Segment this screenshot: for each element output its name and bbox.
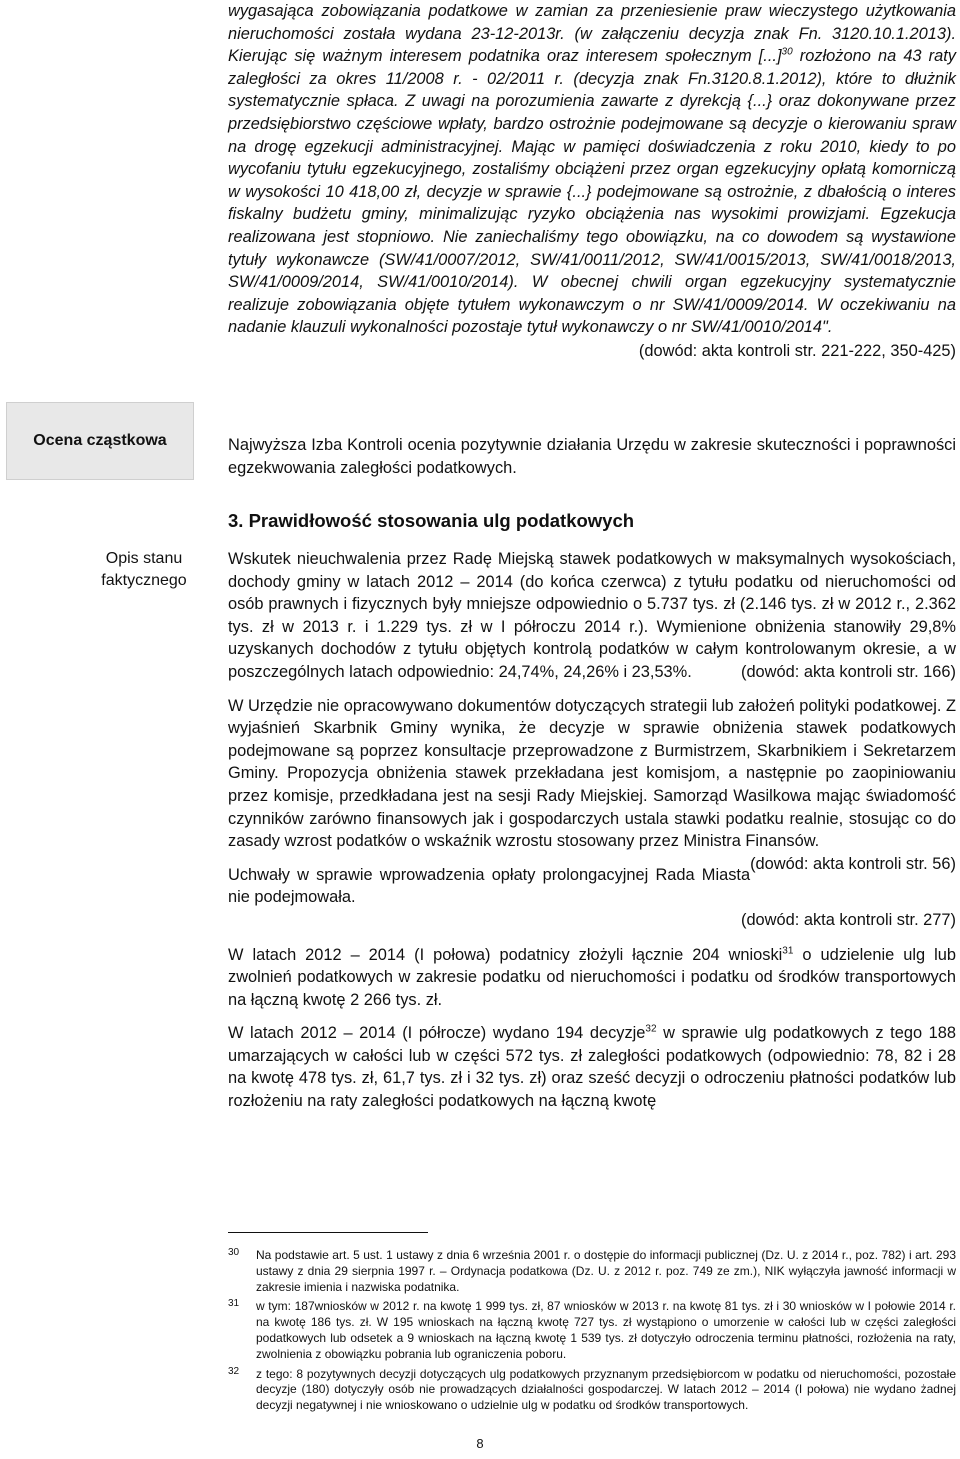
footnote-30 <box>228 1248 956 1295</box>
state-description-sidebar-label: Opis stanu faktycznego <box>101 550 187 589</box>
assessment-sidebar-label <box>6 402 194 480</box>
footnote-31 <box>228 1299 956 1362</box>
footnote-number: 31 <box>228 1298 240 1310</box>
tax-rate-evidence: (dowód: akta kontroli str. 166) <box>740 662 956 681</box>
enforcement-evidence: (dowód: akta kontroli str. 221-222, 350-425) <box>638 341 956 360</box>
section-content <box>228 548 956 1113</box>
footnote-ref-32: 32 <box>645 1023 657 1035</box>
footnote-32 <box>228 1367 956 1414</box>
decisions-text-b: w sprawie ulg podatkowych z tego 188 umarzających w całości lub w części 572 tys. zł zaległości podatkowych (odpowiednio: 78, 82 i 28 na kwotę 478 tys. zł, 61,7 tys. zł i 32 tys. zł) oraz sześć decyzji o odroczeniu płatności podatków lub rozłożeniu na raty zaległości podatkowych na łączną kwotę <box>228 1024 956 1111</box>
decisions-paragraph <box>228 1022 956 1112</box>
footnote-ref-31: 31 <box>782 945 794 957</box>
tax-rate-text: Wskutek nieuchwalenia przez Radę Miejską stawek podatkowych w maksymalnych wysokościach, dochody gminy w latach 2012 – 2014 (do końca czerwca) z tytułu podatku od nieruchomości od osób prawnych i fizycznych były mniejsze odpowiednio o 5.737 tys. zł (2.146 tys. zł w 2012 r., 2.362 tys. zł w 2013 r. i 1.229 tys. zł w I półroczu 2014 r.). Wymienione obniżenia stanowiły 29,8% uzyskanych dochodów z tytułu objętych kontrolą podatków w całym kontrolowanym okresie, a w poszczególnych latach odpowiednio: 24,74%, 24,26% i 23,53%. <box>228 550 956 681</box>
decisions-text-a: W latach 2012 – 2014 (I półrocze) wydano 194 decyzje <box>228 1024 646 1043</box>
footnote-separator <box>228 1232 428 1233</box>
tax-policy-paragraph <box>228 695 956 873</box>
footnote-text: w tym: 187wniosków w 2012 r. na kwotę 1 999 tys. zł, 87 wniosków w 2013 r. na kwotę 81 tys. zł i 30 wniosków w I połowie 2014 r. na kwotę 186 tys. zł. W 195 wnioskach na łączną kwotę 727 tys. zł wystąpiono o umorzenie w całości lub w części zaległości podatkowych lub odsetek a 9 wnioskach na łączną kwotę 1 539 tys. zł dotyczyło odroczenia terminu płatności, rozłożenia na raty, zwolnienia z obowiązku pobrania lub ograniczenia poboru. <box>256 1299 956 1361</box>
footnotes <box>228 1248 956 1418</box>
footnote-ref-30: 30 <box>781 46 793 58</box>
applications-text-b: o udzielenie ulg lub zwolnień podatkowych w zakresie podatku od nieruchomości i podatku od środków transportowych na łączną kwotę 2 266 tys. zł. <box>228 945 956 1009</box>
assessment-label-text: Ocena cząstkowa <box>33 432 167 449</box>
assessment-text: Najwyższa Izba Kontroli ocenia pozytywnie działania Urzędu w zakresie skuteczności i poprawności egzekwowania zaległości podatkowych. <box>228 436 956 477</box>
enforcement-paragraph <box>228 0 956 339</box>
prolongation-paragraph: Uchwały w sprawie wprowadzenia opłaty prolongacyjnej Rada Miasta nie podejmowała. <box>228 865 751 907</box>
footnote-text: z tego: 8 pozytywnych decyzji dotyczących ulg podatkowych przyznanym przedsiębiorcom w podatku od nieruchomości, pozostałe decyzje (180) dotyczyły osób nie prowadzących działalności gospodarczej. W latach 2012 – 2014 (I połowa) nie wydano żadnej decyzji negatywnej i nie wnioskowano o udzielnie ulg w podatku od środków transportowych. <box>256 1366 956 1413</box>
prolongation-evidence: (dowód: akta kontroli str. 277) <box>740 910 956 929</box>
page-number: 8 <box>476 1436 484 1451</box>
footnote-text: Na podstawie art. 5 ust. 1 ustawy z dnia 6 września 2001 r. o dostępie do informacji publicznej (Dz. U. z 2014 r., poz. 782) i art. 293 ustawy z dnia 29 sierpnia 1997 r. – Ordynacja podatkowa (Dz. U. z 2012 r. poz. 749 ze zm.), NIK wyłączyła jawność informacji w zakresie imienia i nazwiska podatnika. <box>256 1248 956 1294</box>
tax-policy-text: W Urzędzie nie opracowywano dokumentów dotyczących strategii lub założeń polityki podatkowej. Z wyjaśnień Skarbnik Gminy wynika, że decyzje w sprawie obniżenia stawek podatkowych podejmowane są poprzez konsultacje przeprowadzone z Burmistrzem, Skarbnikiem i Sekretarzem Gminy. Propozycja obniżenia stawek przekładana jest komisjom, a następnie po zaopiniowaniu przez komisje, przedkładana jest na sesji Rady Miejskiej. Samorząd Wasilkowa mając świadomość czynników zarówno finansowych jak i gospodarczych ustala stawki podatku realnie, stosując co do zasady wzrost podatków o wskaźnik wzrostu stosowany przez Ministra Finansów. <box>228 696 956 851</box>
top-content <box>228 0 956 363</box>
assessment-block <box>228 434 956 479</box>
footnote-number: 32 <box>228 1365 240 1377</box>
enforcement-text-b: rozłożono na 43 raty zaległości za okres 11/2008 r. - 02/2011 r. (decyzja znak Fn.3120.8.1.2012), które to dłużnik systematycznie spłaca. Z uwagi na porozumienia zawarte z dyrekcją {...} oraz dokonywane przez przedsiębiorstwo częściowe wpłaty, bardzo ostrożnie podejmowane są decyzje o kierowaniu spraw na drogę egzekucji administracyjnej. Mając w pamięci doświadczenia z roku 2010, kiedy to po wycofaniu tytułu egzekucyjnego, zostaliśmy obciążeni przez organ egzekucyjny opłatą komorniczą w wysokości 10 418,00 zł, decyzje w sprawie {...} podejmowane są ostrożnie, z dbałością o interes fiskalny budżetu gminy, minimalizując ryzyko obciążenia nas wysokimi prowizjami. Egzekucja realizowana jest stopniowo. Nie zaniechaliśmy tego obowiązku, na co dowodem są wystawione tytuły wykonawcze (SW/41/0007/2012, SW/41/0011/2012, SW/41/0015/2013, SW/41/0018/2013, SW/41/0009/2014, SW/41/0010/2014). W obecnej chwili organ egzekucyjny systematycznie realizuje zobowiązania objęte tytułem wykonawczym o nr SW/41/0009/2014. W oczekiwaniu na nadanie klauzuli wykonalności pozostaje tytuł wykonawczy o nr SW/41/0010/2014". <box>228 47 957 337</box>
footnote-number: 30 <box>228 1247 240 1258</box>
tax-rate-paragraph <box>228 548 956 684</box>
applications-paragraph <box>228 944 956 1012</box>
enforcement-text-a: wygasająca zobowiązania podatkowe w zamian za przeniesienie praw wieczystego użytkowania nieruchomości została wydana 23-12-2013r. (w załączeniu decyzja znak Fn. 3120.10.1.2013). Kierując się ważnym interesem podatnika oraz interesem społecznym [...] <box>228 2 956 66</box>
section-heading: 3. Prawidłowość stosowania ulg podatkowych <box>228 510 635 531</box>
tax-policy-evidence: (dowód: akta kontroli str. 56) <box>750 854 956 873</box>
applications-text-a: W latach 2012 – 2014 (I połowa) podatnicy złożyli łącznie 204 wnioski <box>228 945 783 964</box>
